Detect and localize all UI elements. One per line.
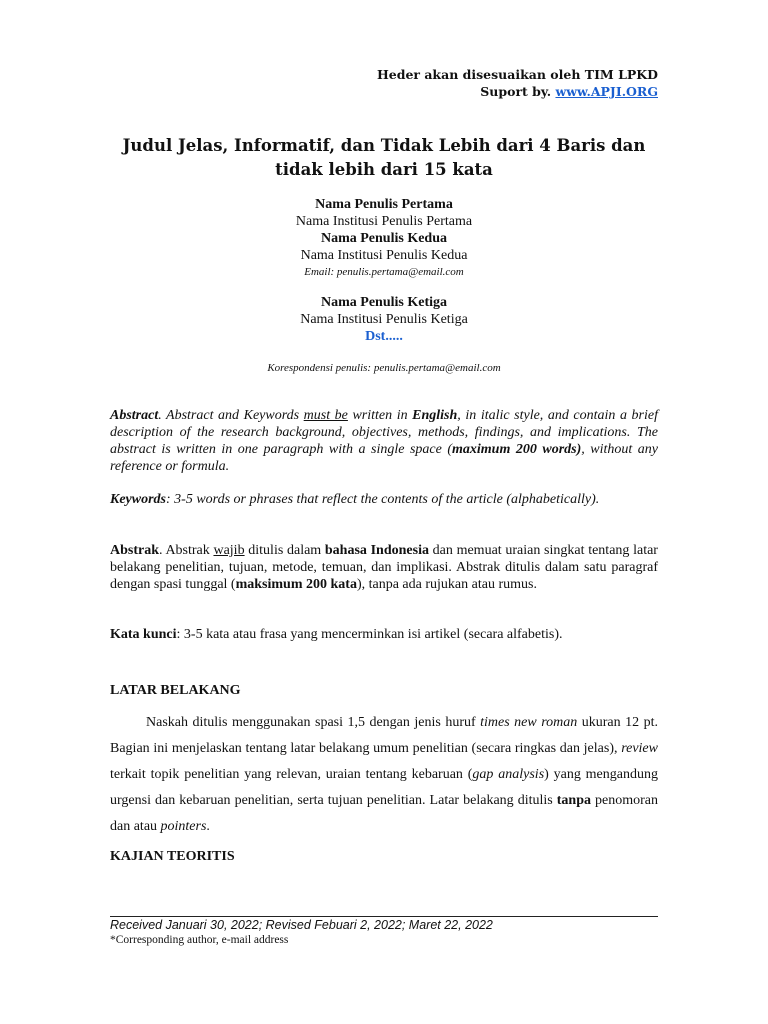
author-3-institution: Nama Institusi Penulis Ketiga — [300, 312, 468, 327]
keywords-indonesian: Kata kunci: 3-5 kata atau frasa yang mencerminkan isi artikel (secara alfabetis). — [110, 627, 563, 642]
abstract-indonesian: Abstrak. Abstrak wajib ditulis dalam bahasa Indonesia dan memuat uraian singkat tentang latar belakang penelitian, tujuan, metode, temuan, dan implikasi. Abstrak ditulis dalam satu paragraf dengan spasi tunggal (maksimum 200 kata), tanpa ada rujukan atau rumus. — [110, 543, 658, 592]
abstract-english: Abstract. Abstract and Keywords must be written in English, in italic style, and contain a brief description of the research background, objectives, methods, findings, and implications. The abstract is written in one paragraph with a single space (maximum 200 words), without any reference or formula. — [110, 408, 658, 474]
header-line: Heder akan disesuaikan oleh TIM LPKD — [376, 67, 658, 82]
received-dates: Received Januari 30, 2022; Revised Febuari 2, 2022; Maret 22, 2022 — [110, 918, 493, 932]
authors-etc: Dst..... — [365, 329, 403, 344]
running-header — [377, 66, 658, 100]
section-heading-latar-belakang: LATAR BELAKANG — [110, 683, 241, 698]
section-body-latar-belakang: Naskah ditulis menggunakan spasi 1,5 dengan jenis huruf times new roman ukuran 12 pt. Bagian ini menjelaskan tentang latar belakang umum penelitian (secara ringkas dan jelas), review terkait topik penelitian yang relevan, uraian tentang kebaruan (gap analysis) yang mengandung urgensi dan kebaruan penelitian, serta tujuan penelitian. Latar belakang ditulis tanpa penomoran dan atau pointers. — [110, 715, 659, 834]
author-2-institution: Nama Institusi Penulis Kedua — [300, 248, 468, 263]
author-3-name: Nama Penulis Ketiga — [321, 295, 447, 310]
keywords-english: Keywords: 3-5 words or phrases that reflect the contents of the article (alphabetically). — [110, 492, 600, 507]
author-1-name: Nama Penulis Pertama — [315, 197, 453, 212]
footnote-divider — [110, 916, 658, 917]
author-2-name: Nama Penulis Kedua — [320, 231, 447, 246]
author-email: Email: penulis.pertama@email.com — [304, 266, 464, 278]
section-heading-kajian-teoritis: KAJIAN TEORITIS — [110, 849, 235, 864]
apji-link[interactable]: www.APJI.ORG — [555, 84, 658, 99]
author-1-institution: Nama Institusi Penulis Pertama — [295, 214, 473, 229]
correspondence-line: Korespondensi penulis: penulis.pertama@email.com — [267, 362, 501, 374]
paper-title: Judul Jelas, Informatif, dan Tidak Lebih dari 4 Baris dan tidak lebih dari 15 kata — [122, 136, 646, 179]
author-block-2 — [110, 294, 658, 345]
support-line: Suport by. www.APJI.ORG — [480, 84, 658, 99]
author-block — [110, 196, 658, 281]
corresponding-author-note: *Corresponding author, e-mail address — [110, 934, 289, 946]
